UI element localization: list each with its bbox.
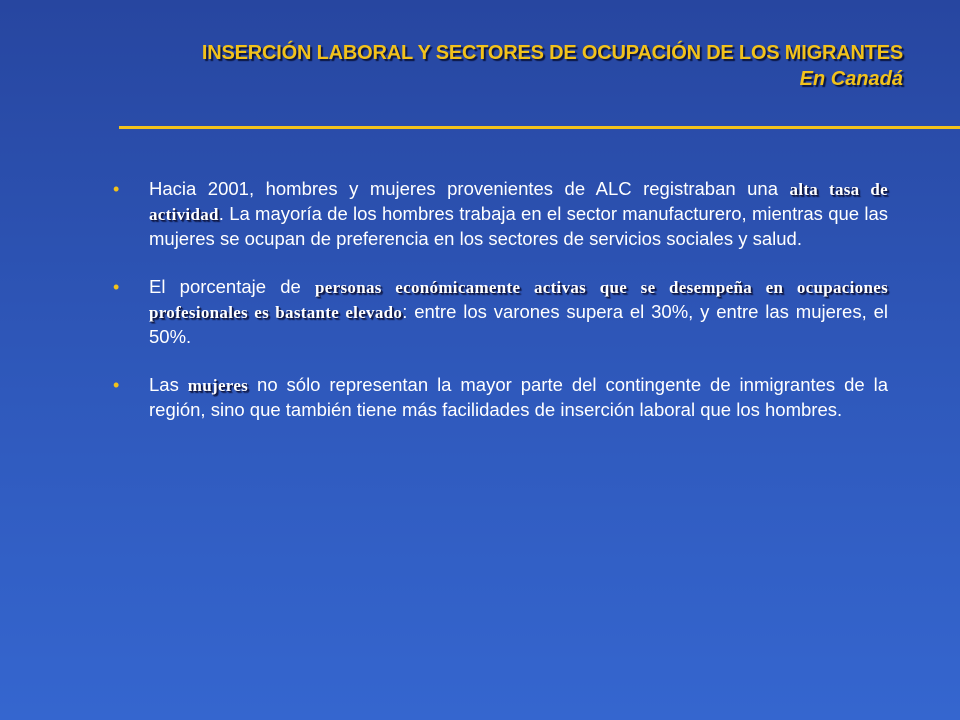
bullet-2-emphasis: personas económicamente activas que se desempeña en ocupaciones profesionales es bastante elevado: [149, 278, 888, 322]
bullet-dot-icon: •: [113, 179, 120, 199]
bullet-3-emphasis: mujeres: [187, 376, 249, 395]
bullet-item-2: [113, 275, 888, 349]
bullet-2-text-before: El porcentaje de: [149, 276, 316, 297]
bullet-3-text-before: Las: [149, 374, 188, 395]
bullet-2-text-after: : entre los varones supera el 30%, y entre las mujeres, el 50%.: [149, 301, 888, 347]
slide-subtitle: En Canadá: [799, 68, 903, 90]
slide-title: INSERCIÓN LABORAL Y SECTORES DE OCUPACIÓN DE LOS MIGRANTES: [201, 42, 903, 64]
bullet-3-text-after: no sólo representan la mayor parte del contingente de inmigrantes de la región, sino que también tiene más facilidades de inserción laboral que los hombres.: [149, 374, 889, 420]
bullet-1-text-before: Hacia 2001, hombres y mujeres provenientes de ALC registraban una: [149, 178, 790, 199]
bullet-list: [113, 177, 888, 446]
bullet-item-1: [113, 177, 888, 251]
bullet-1-emphasis: alta tasa de actividad: [149, 180, 888, 224]
title-divider: [119, 126, 960, 129]
bullet-1-text-after: . La mayoría de los hombres trabaja en el sector manufacturero, mientras que las mujeres se ocupan de preferencia en los sectores de servicios sociales y salud.: [149, 203, 888, 249]
bullet-dot-icon: •: [113, 277, 120, 297]
slide-header: [202, 40, 903, 92]
bullet-item-3: [113, 373, 888, 422]
bullet-dot-icon: •: [113, 375, 120, 395]
